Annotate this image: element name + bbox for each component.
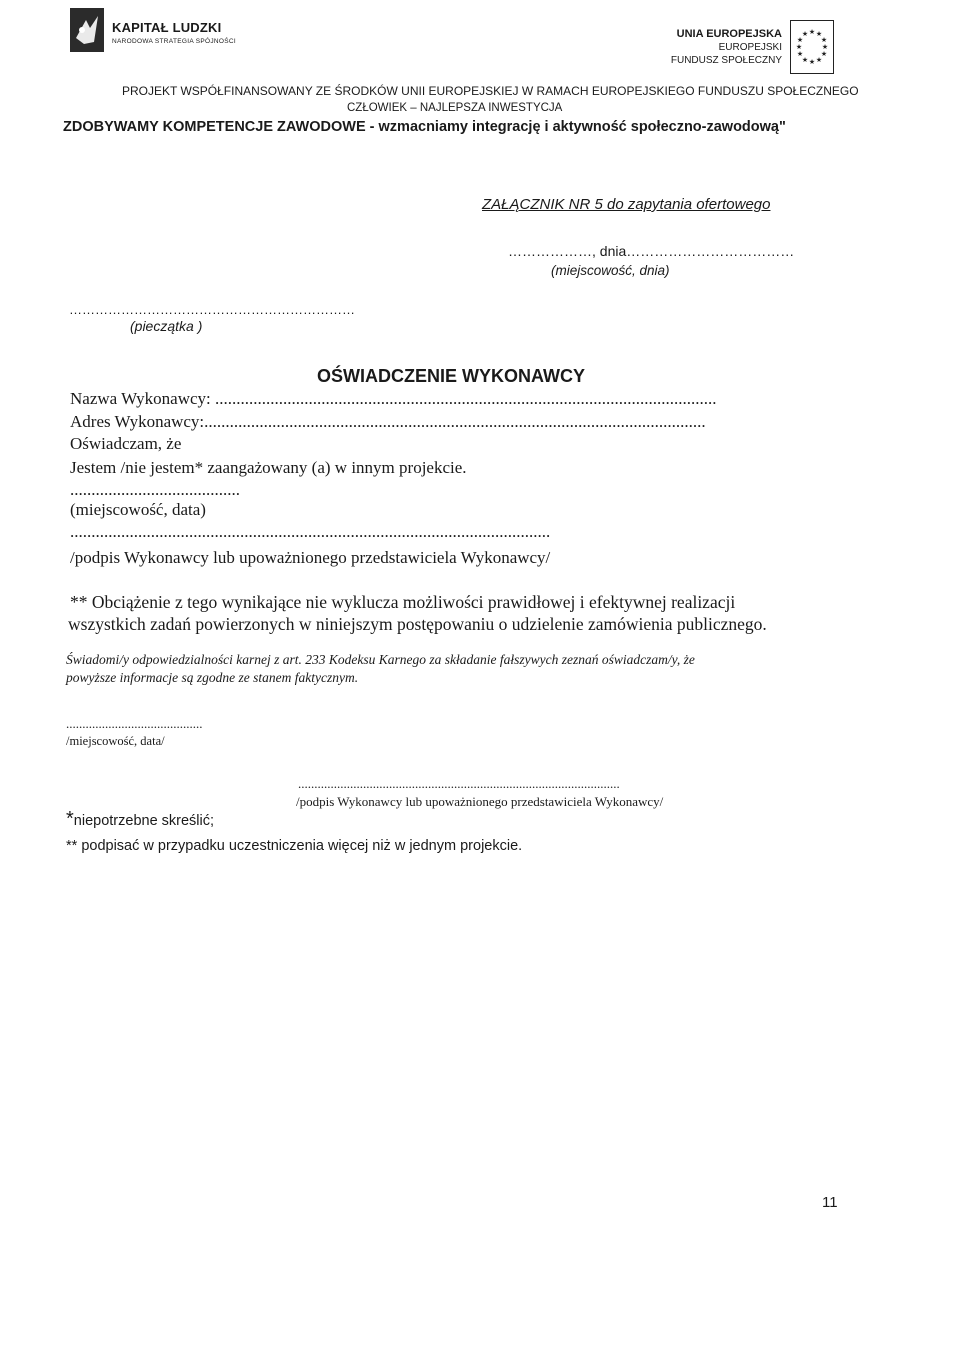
liability-statement-line-2: powyższe informacje są zgodne ze stanem faktycznym. (66, 670, 359, 685)
ue-fund-line1: EUROPEJSKI (718, 42, 782, 53)
footnote-star: * (66, 808, 74, 830)
svg-text:★: ★ (815, 56, 823, 64)
svg-text:★: ★ (808, 28, 816, 36)
place-date-dots-2: .......................................... (66, 716, 203, 731)
project-slogan: CZŁOWIEK – NAJLEPSZA INWESTYCJA (347, 102, 563, 114)
footnote-2: ** podpisać w przypadku uczestniczenia więcej niż w jednym projekcie. (66, 838, 523, 854)
svg-text:★: ★ (820, 36, 828, 44)
svg-text:★: ★ (801, 56, 809, 64)
svg-text:★: ★ (801, 30, 809, 38)
stamp-label: (pieczątka ) (130, 318, 203, 334)
note-line-2: wszystkich zadań powierzonych w niniejszym postępowaniu o udzielenie zamówienia publicznego. (68, 614, 767, 634)
kl-subtitle: NARODOWA STRATEGIA SPÓJNOŚCI (112, 38, 236, 45)
page-number: 11 (822, 1194, 838, 1211)
place-date-dots: ………………, dnia……………………………… (508, 243, 795, 259)
svg-text:★: ★ (808, 58, 816, 66)
kapital-ludzki-logo (70, 8, 104, 52)
footnote-1 (66, 808, 214, 831)
contractor-address-line: Adres Wykonawcy:...................................................................................................................... (70, 412, 706, 431)
involvement-line: Jestem /nie jestem* zaangażowany (a) w innym projekcie. (70, 458, 467, 477)
eu-flag-logo (790, 20, 834, 74)
place-date-caption: (miejscowość, data) (70, 500, 206, 519)
place-date-dots-line: ........................................ (70, 480, 240, 499)
signature-dots-line: ................................................................................................................. (70, 522, 551, 541)
place-date-caption-2: /miejscowość, data/ (66, 734, 165, 748)
place-date-label: (miejscowość, dnia) (551, 263, 670, 278)
liability-statement-line-1: Świadomi/y odpowiedzialności karnej z art. 233 Kodeksu Karnego za składanie fałszywych zeznań oświadczam/y, że (66, 652, 695, 667)
svg-text:★: ★ (821, 43, 829, 51)
signature-dots-2: ................................................................................................... (298, 776, 620, 791)
svg-text:★: ★ (795, 43, 803, 51)
svg-text:★: ★ (815, 30, 823, 38)
contractor-name-line: Nazwa Wykonawcy: ...................................................................................................................... (70, 389, 717, 408)
svg-text:★: ★ (796, 50, 804, 58)
svg-text:★: ★ (820, 50, 828, 58)
project-cofinanced-line: PROJEKT WSPÓŁFINANSOWANY ZE ŚRODKÓW UNII EUROPEJSKIEJ W RAMACH EUROPEJSKIEGO FUNDUSZU SPOŁECZNEGO (122, 84, 859, 98)
document-title: OŚWIADCZENIE WYKONAWCY (317, 366, 585, 386)
ue-fund-line2: FUNDUSZ SPOŁECZNY (670, 55, 782, 66)
ue-title: UNIA EUROPEJSKA (676, 28, 782, 40)
declaration-line: Oświadczam, że (70, 434, 182, 453)
svg-text:★: ★ (796, 36, 804, 44)
note-line-1: ** Obciążenie z tego wynikające nie wyklucza możliwości prawidłowej i efektywnej realizacji (70, 592, 736, 612)
signature-caption-2: /podpis Wykonawcy lub upoważnionego przedstawiciela Wykonawcy/ (296, 794, 664, 809)
project-name: ZDOBYWAMY KOMPETENCJE ZAWODOWE - wzmacniamy integrację i aktywność społeczno-zawodową" (63, 119, 786, 135)
kl-title: KAPITAŁ LUDZKI (112, 20, 222, 35)
footnote-1-text: niepotrzebne skreślić; (73, 813, 215, 829)
annex-title: ZAŁĄCZNIK NR 5 do zapytania ofertowego (482, 196, 771, 213)
signature-caption: /podpis Wykonawcy lub upoważnionego przedstawiciela Wykonawcy/ (70, 548, 551, 567)
stamp-dots: ………………………………………………………… (69, 302, 355, 317)
